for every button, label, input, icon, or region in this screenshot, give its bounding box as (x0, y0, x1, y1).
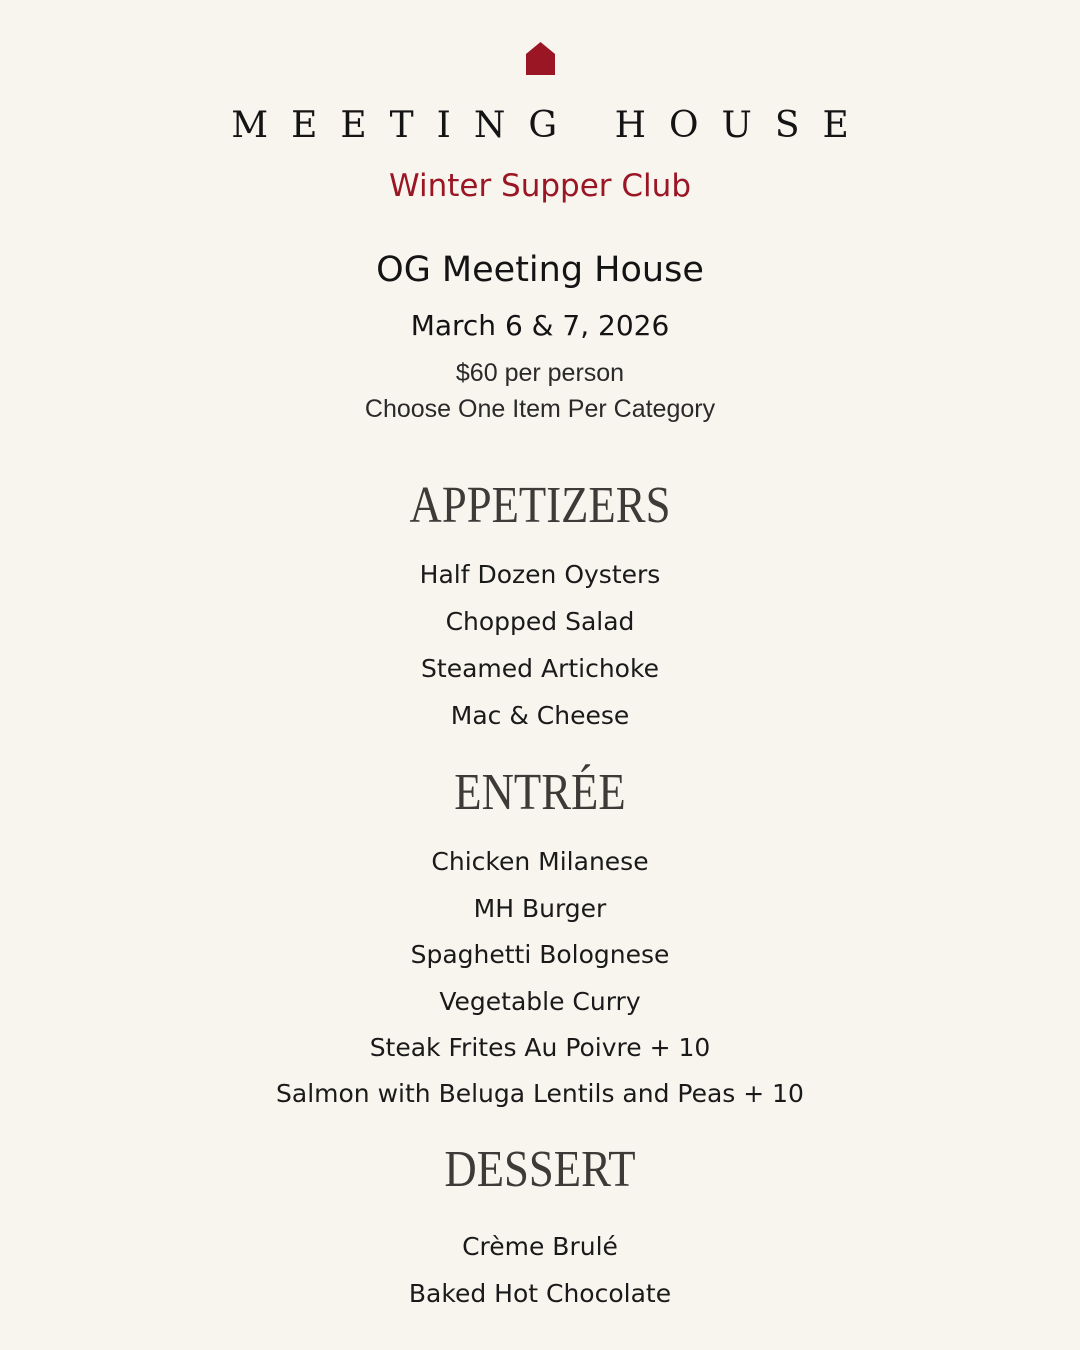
entree-item: Spaghetti Bolognese (410, 940, 670, 969)
house-icon (526, 42, 555, 75)
appetizer-item: Mac & Cheese (450, 701, 630, 730)
entree-item: Steak Frites Au Poivre + 10 (369, 1033, 711, 1062)
appetizer-item: Steamed Artichoke (421, 654, 659, 683)
event-location: OG Meeting House (376, 250, 704, 290)
event-price: $60 per person (455, 359, 625, 387)
appetizers-heading: APPETIZERS (409, 477, 671, 534)
event-dates: March 6 & 7, 2026 (410, 309, 670, 342)
dessert-item: Baked Hot Chocolate (408, 1279, 672, 1308)
entree-heading: ENTRÉE (454, 764, 626, 821)
menu-instruction: Choose One Item Per Category (364, 395, 716, 423)
dessert-heading: DESSERT (444, 1141, 636, 1198)
brand-title: MEETING HOUSE (231, 105, 872, 146)
appetizer-item: Half Dozen Oysters (419, 560, 661, 589)
appetizer-item: Chopped Salad (445, 607, 635, 636)
entree-item: MH Burger (473, 894, 607, 923)
menu-subtitle: Winter Supper Club (389, 168, 691, 204)
entree-item: Chicken Milanese (431, 847, 649, 876)
dessert-item: Crème Brulé (462, 1232, 618, 1261)
entree-item: Salmon with Beluga Lentils and Peas + 10 (276, 1079, 804, 1108)
entree-item: Vegetable Curry (439, 987, 641, 1016)
